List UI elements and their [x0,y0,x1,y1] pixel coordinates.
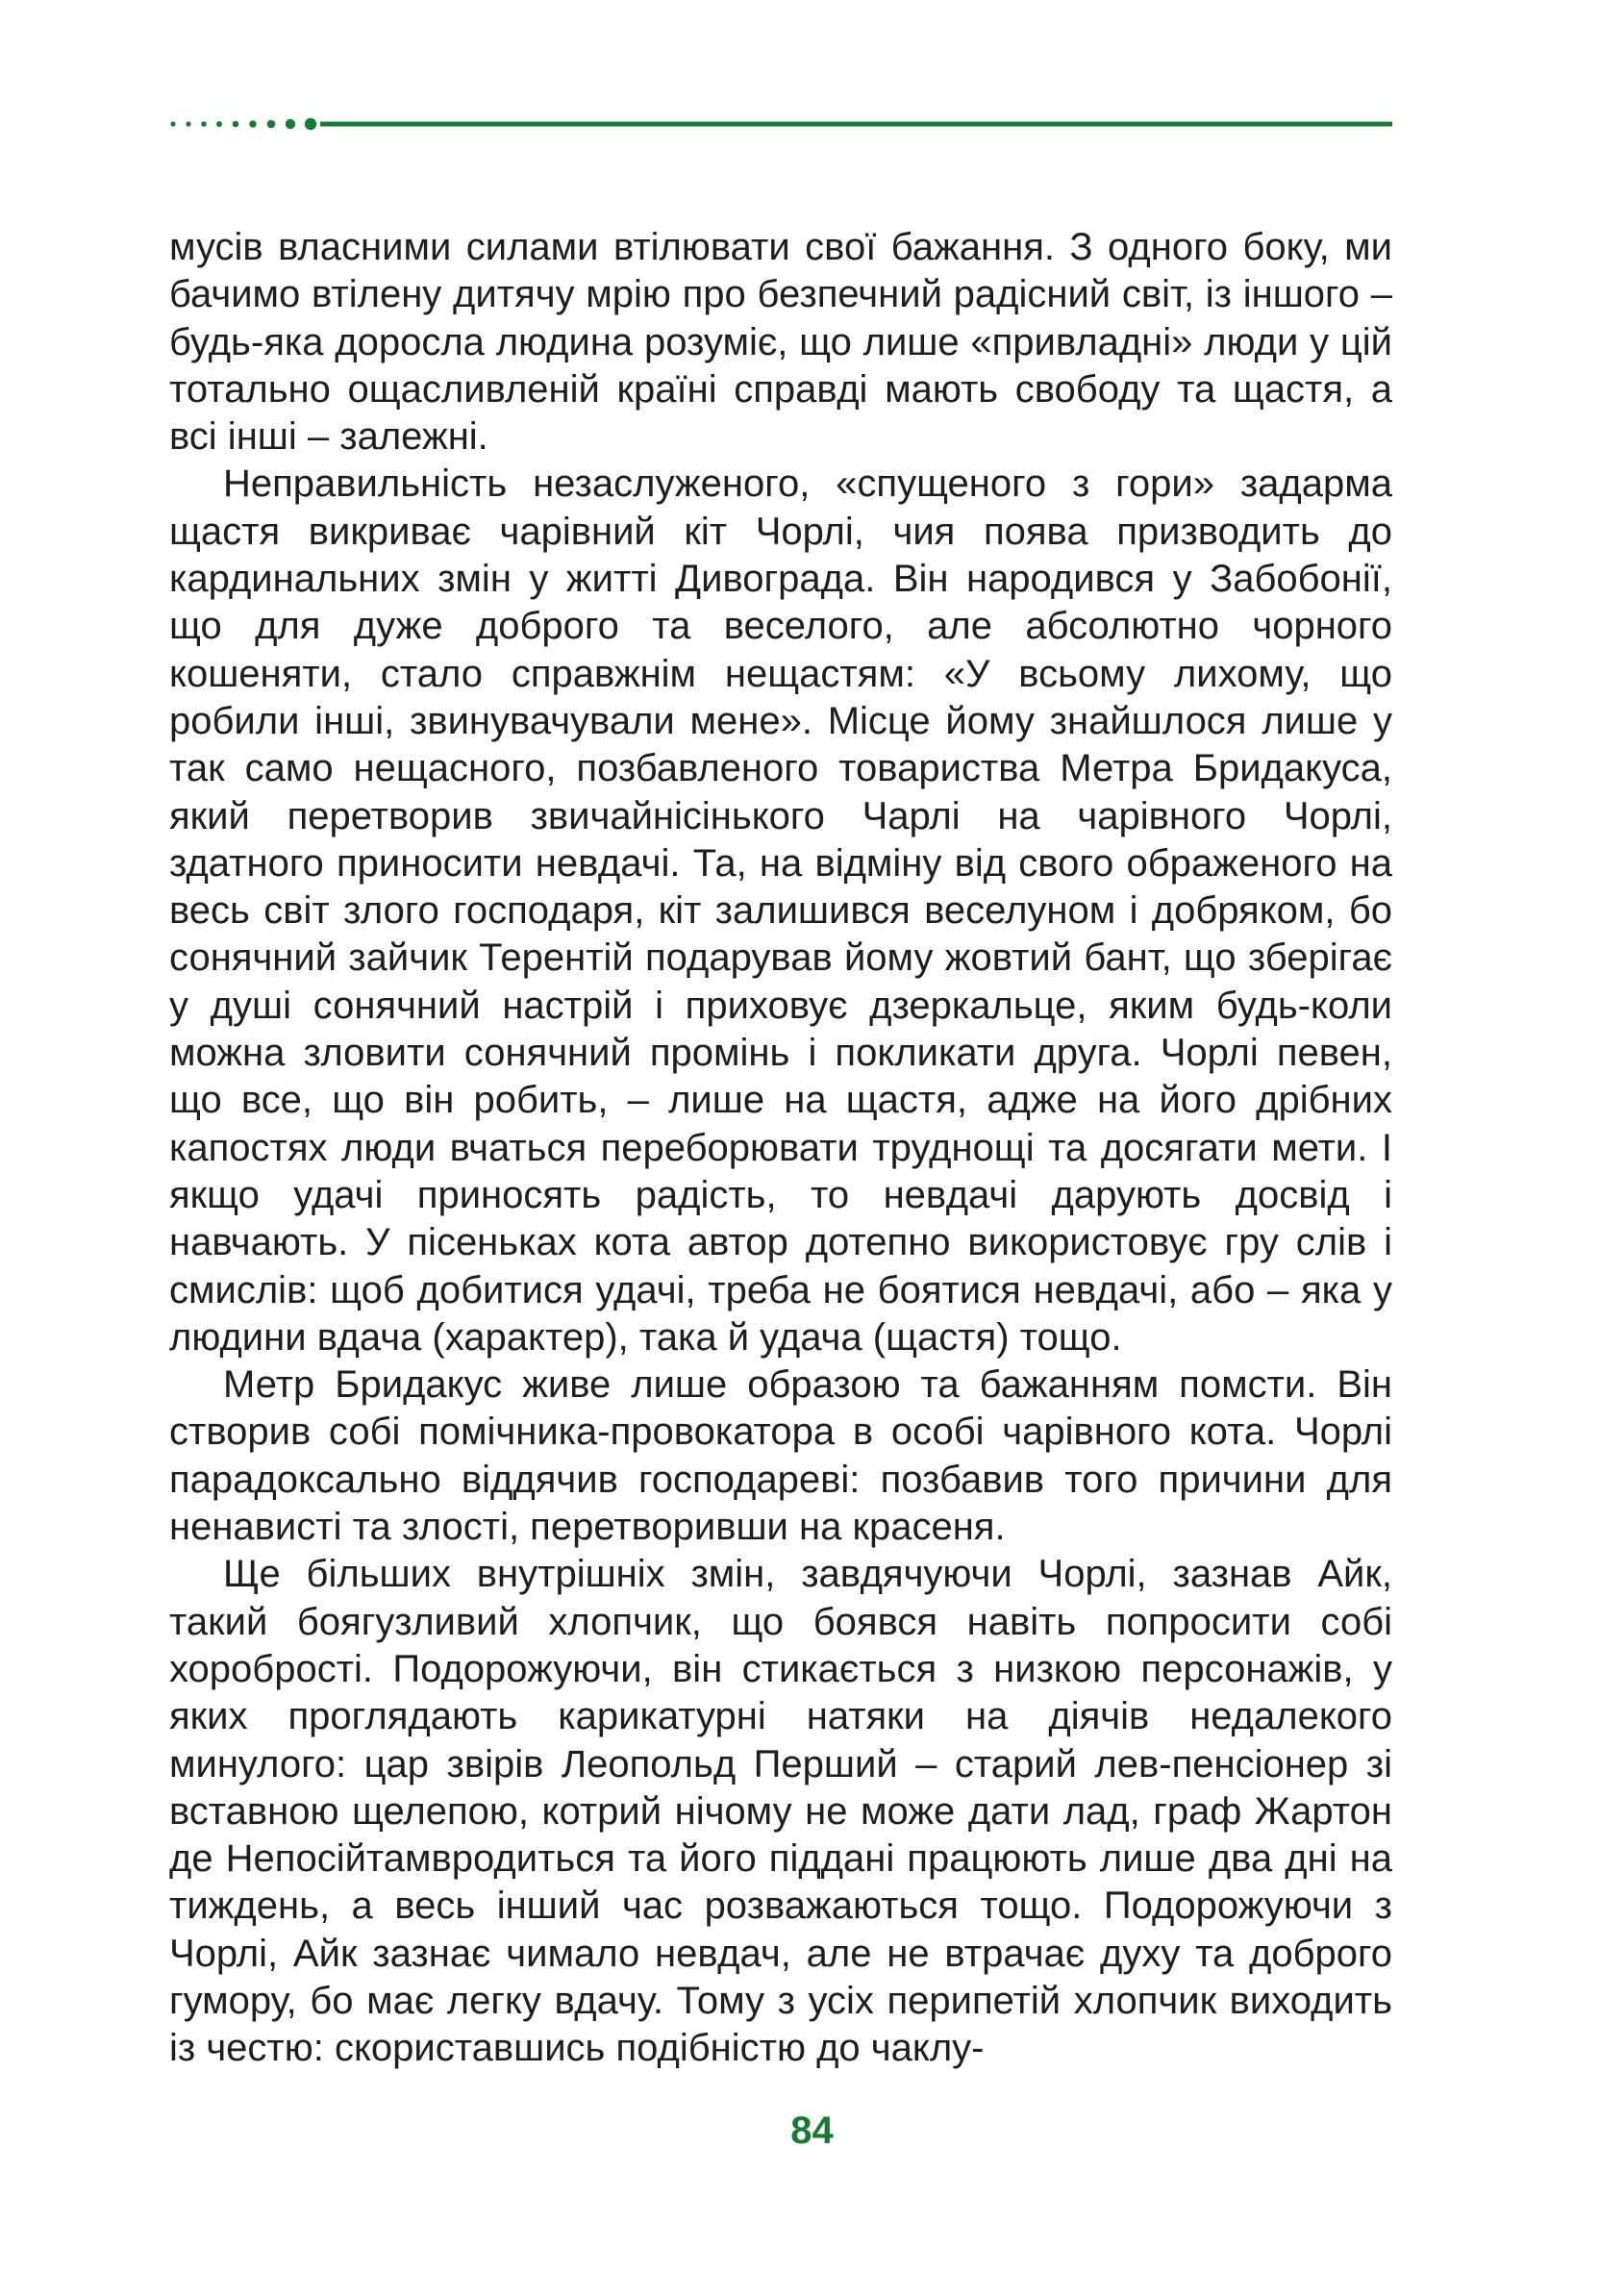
paragraph-chorli: Неправильність незаслуженого, «спущеного з гори» задарма щастя викриває чарівний кіт Чорлі, чия поява призводить до кардинальних змін у житті Дивограда. Він народився у Забобонії, що для дуже доброго та веселого, але абсолютно чорного кошеняти, стало справжнім нещастям: «У всьому лихому, що робили інші, звинувачували мене». Місце йому знайшлося лише у так само нещасного, позбавленого товариства Метра Бридакуса, який перетворив звичайнісінького Чарлі на чарівного Чорлі, здатного приносити невдачі. Та, на відміну від свого ображеного на весь світ злого господаря, кіт залишився веселуном і добряком, бо сонячний зайчик Терентій подарував йому жовтий бант, що зберігає у душі сонячний настрій і приховує дзеркальце, яким будь-коли можна зловити сонячний промінь і покликати друга. Чорлі певен, що все, що він робить, – лише на щастя, адже на його дрібних капостях люди вчаться переборювати труднощі та досягати мети. І якщо удачі приносять радість, то невдачі дарують досвід і навчають. У пісеньках кота автор дотепно використовує гру слів і смислів: щоб добитися удачі, треба не боятися невдачі, або – яка у людини вдача (характер), така й удача (щастя) тощо. [169,462,1392,1359]
page-number: 84 [790,2110,834,2152]
rule-dot [186,121,190,126]
rule-dot [286,119,295,129]
paragraph-continued: мусів власними силами втілювати свої бажання. З одного боку, ми бачимо втілену дитячу мрію про безпечний радісний світ, із іншого – будь-яка доросла людина розуміє, що лише «привладні» люди у цій тотально ощасливленій країні справді мають свободу та щастя, а всі інші – залежні. [169,226,1392,459]
rule-dot [305,118,316,130]
rule-dot [233,121,239,128]
rule-dot [201,121,207,127]
paragraph-aik: Ще більших внутрішніх змін, завдячуючи Чорлі, зазнав Айк, такий боягузливий хлопчик, що боявся навіть попросити собі хоробрості. Подорожуючи, він стикається з низкою персонажів, у яких проглядають карикатурні натяки на діячів недалекого минулого: цар звірів Леопольд Перший – старий лев-пенсіонер зі вставною щелепою, котрий нічому не може дати лад, граф Жартон де Непосійтамвродиться та його піддані працюють лише два дні на тиждень, а весь інший час розважаються тощо. Подорожуючи з Чорлі, Айк зазнає чимало невдач, але не втрачає духу та доброго гумору, бо має легку вдачу. Тому з усіх перипетій хлопчик виходить із честю: скориставшись подібністю до чаклу- [169,1553,1392,2070]
rule-dot [170,121,175,126]
header-dotted-rule [169,114,1392,134]
paragraph-bridakus: Метр Бридакус живе лише образою та бажанням помсти. Він створив собі помічника-провокатора в особі чарівного кота. Чорлі парадоксально віддячив господареві: позбавив того причини для ненависті та злості, перетворивши на красеня. [169,1363,1392,1549]
rule-dot [267,120,276,129]
rule-dot [249,120,256,127]
dotted-rule-graphic [169,114,1392,134]
rule-dot [216,121,222,127]
body-text [169,224,1392,2073]
